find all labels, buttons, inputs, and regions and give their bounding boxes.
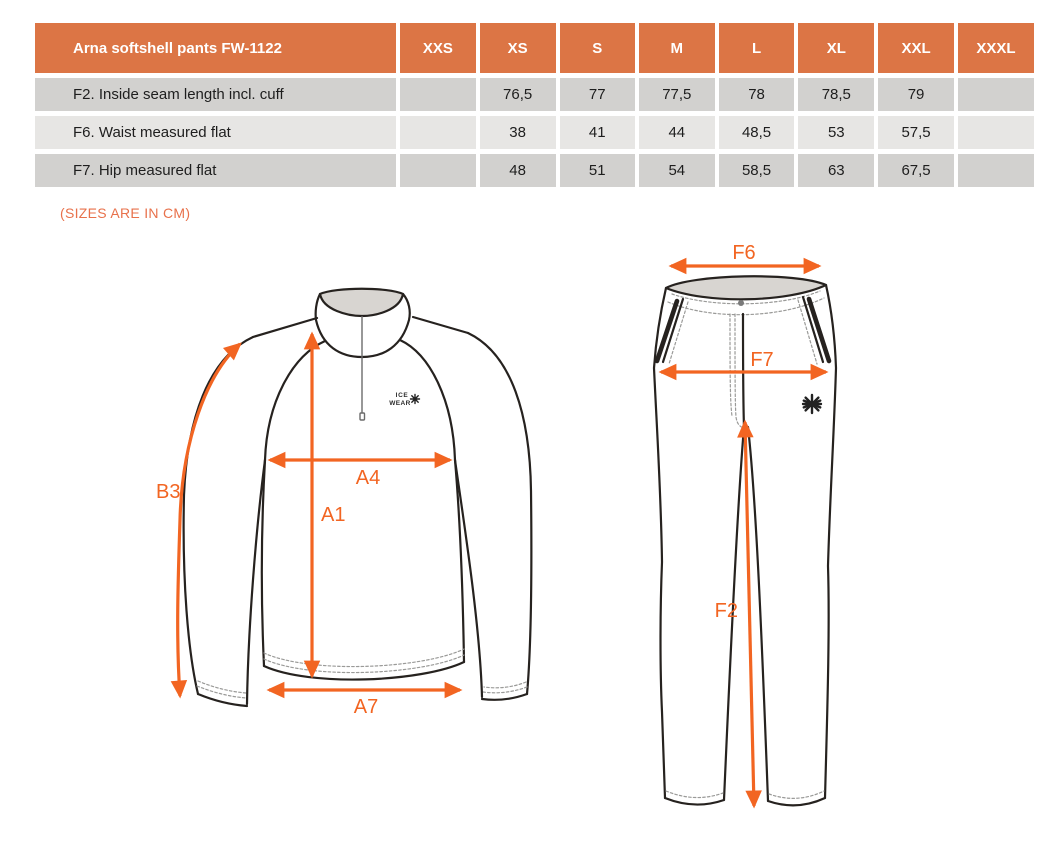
measure-label-f6: F6 — [732, 242, 756, 264]
collar-opening — [320, 289, 403, 316]
cell-value: 38 — [480, 116, 556, 149]
size-header-xs: XS — [480, 23, 556, 73]
table-row-inseam — [35, 78, 1034, 111]
cell-value: 41 — [560, 116, 635, 149]
cell-value: 48 — [480, 154, 556, 187]
snowflake-icon — [411, 395, 420, 404]
cell-value: 77 — [560, 78, 635, 111]
row-label: F7. Hip measured flat — [35, 154, 396, 187]
size-header-l: L — [719, 23, 795, 73]
logo-text-wear: WEAR — [389, 400, 411, 407]
size-header-xxl: XXL — [878, 23, 954, 73]
cell-value: 44 — [639, 116, 715, 149]
row-label: F2. Inside seam length incl. cuff — [35, 78, 396, 111]
shirt-measurements — [156, 334, 460, 718]
cell-value — [400, 116, 476, 149]
cell-value: 48,5 — [719, 116, 795, 149]
size-header-xxxl: XXXL — [958, 23, 1034, 73]
units-note: (SIZES ARE IN CM) — [60, 205, 191, 221]
snowflake-icon — [803, 395, 821, 413]
cell-value: 58,5 — [719, 154, 795, 187]
waist-opening — [666, 276, 826, 299]
measure-arrow-b3 — [178, 344, 240, 696]
size-header-m: M — [639, 23, 715, 73]
cell-value: 54 — [639, 154, 715, 187]
pants-diagram — [620, 240, 1038, 856]
cell-value: 67,5 — [878, 154, 954, 187]
size-header-s: S — [560, 23, 635, 73]
cell-value: 63 — [798, 154, 874, 187]
cell-value — [958, 116, 1034, 149]
cell-value — [400, 154, 476, 187]
size-header-xxs: XXS — [400, 23, 476, 73]
cell-value — [400, 78, 476, 111]
cell-value: 57,5 — [878, 116, 954, 149]
brand-logo — [389, 392, 419, 407]
cell-value: 76,5 — [480, 78, 556, 111]
cell-value: 53 — [798, 116, 874, 149]
cell-value — [958, 78, 1034, 111]
shirt-diagram — [150, 250, 600, 730]
measure-label-f2: F2 — [714, 600, 738, 622]
table-header-row — [35, 23, 1034, 73]
cell-value: 77,5 — [639, 78, 715, 111]
cell-value: 51 — [560, 154, 635, 187]
cell-value — [958, 154, 1034, 187]
measure-label-a7: A7 — [353, 696, 379, 718]
shirt-outline — [184, 289, 532, 706]
measure-label-b3: B3 — [156, 481, 181, 503]
logo-text-ice: ICE — [395, 392, 409, 399]
table-row-hip — [35, 154, 1034, 187]
waist-button — [738, 300, 744, 306]
pants-outline — [654, 276, 836, 805]
size-table — [31, 18, 1038, 192]
cell-value: 78 — [719, 78, 795, 111]
cell-value: 78,5 — [798, 78, 874, 111]
cell-value: 79 — [878, 78, 954, 111]
row-label: F6. Waist measured flat — [35, 116, 396, 149]
product-title-cell: Arna softshell pants FW-1122 — [35, 23, 396, 73]
measure-label-f7: F7 — [750, 349, 774, 371]
measure-label-a1: A1 — [321, 504, 346, 526]
measure-label-a4: A4 — [355, 467, 381, 489]
size-header-xl: XL — [798, 23, 874, 73]
table-row-waist — [35, 116, 1034, 149]
